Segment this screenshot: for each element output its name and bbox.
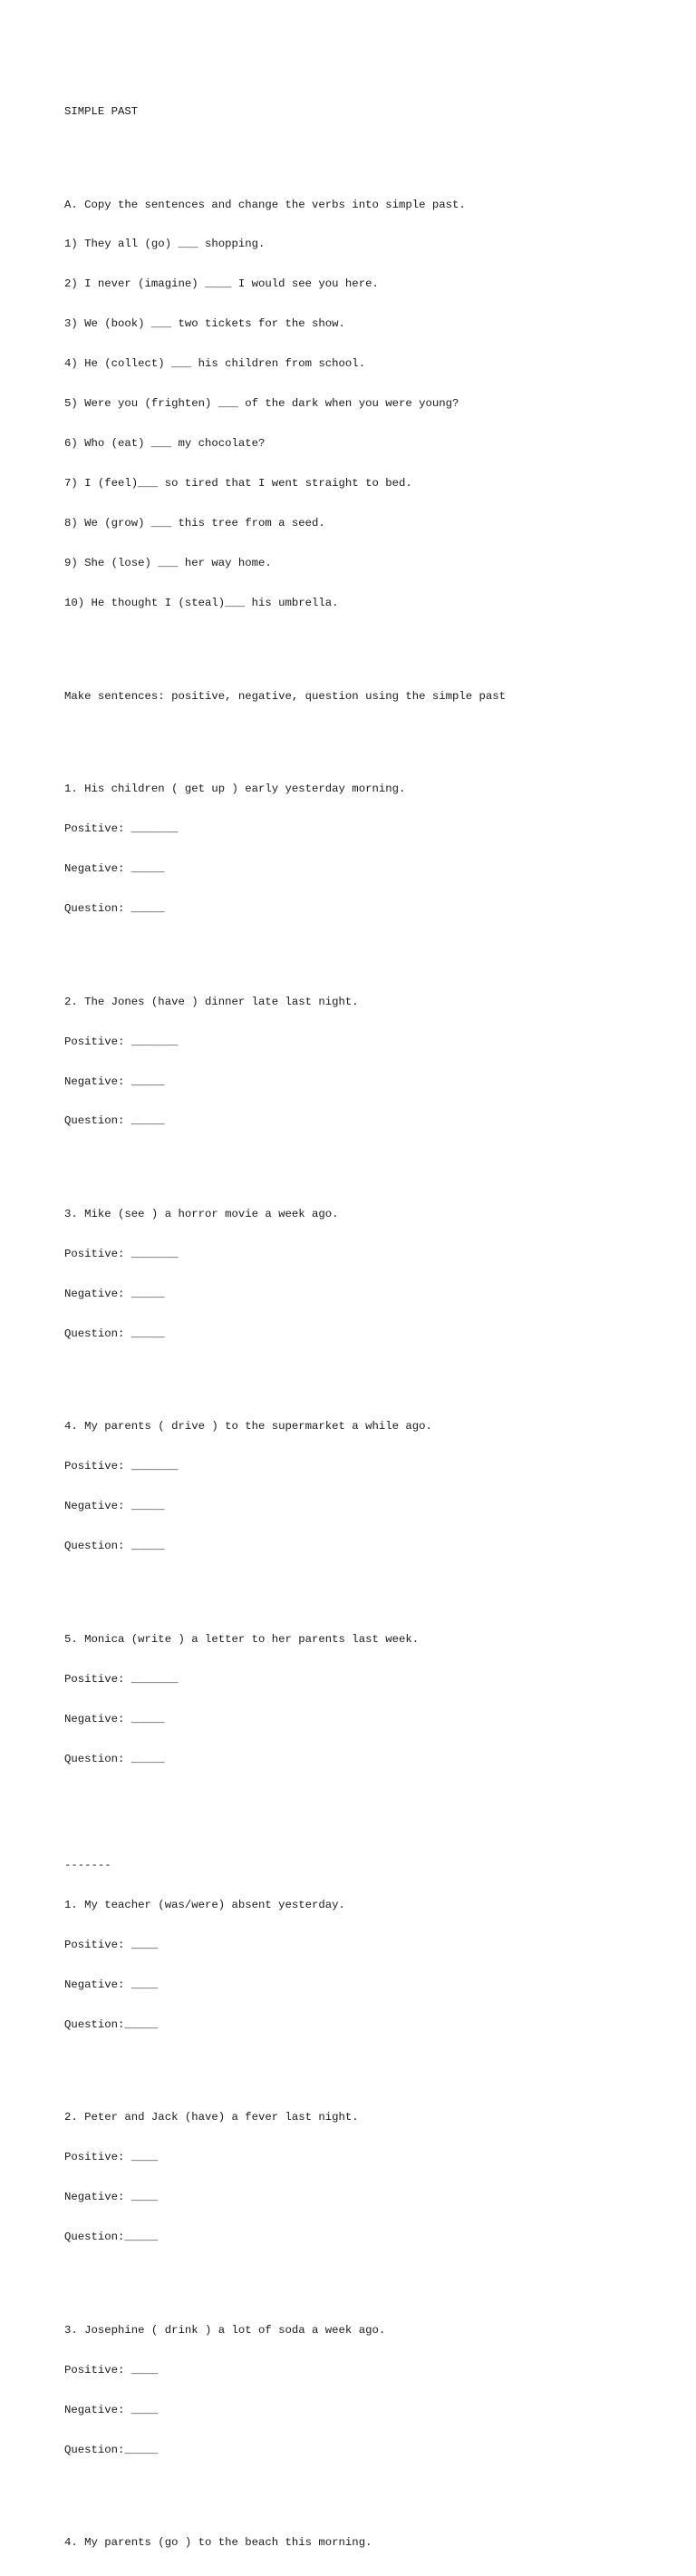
positive-line: Positive: ____ <box>64 2363 159 2377</box>
negative-line: Negative: _____ <box>64 862 165 876</box>
section-a-item: 6) Who (eat) ___ my chocolate? <box>64 437 266 451</box>
section-a-item: 10) He thought I (steal)___ his umbrella. <box>64 597 339 610</box>
positive-line: Positive: ____ <box>64 1938 159 1951</box>
worksheet-page <box>64 65 681 2576</box>
question-line: Question: _____ <box>64 1327 165 1340</box>
positive-line: Positive: _______ <box>64 1247 179 1260</box>
negative-line: Negative: ____ <box>64 2191 159 2204</box>
negative-line: Negative: _____ <box>64 1500 165 1513</box>
negative-line: Negative: _____ <box>64 1074 165 1088</box>
positive-line: Positive: ____ <box>64 2151 159 2164</box>
exercise-prompt: 1. My teacher (was/were) absent yesterday. <box>64 1898 345 1911</box>
question-line: Question:_____ <box>64 2443 159 2456</box>
section-separator: ------- <box>64 1858 111 1871</box>
exercise-prompt: 4. My parents (go ) to the beach this morning. <box>64 2536 372 2550</box>
question-line: Question:_____ <box>64 2017 159 2031</box>
positive-line: Positive: _______ <box>64 1035 179 1048</box>
section-a-item: 1) They all (go) ___ shopping. <box>64 238 266 251</box>
section-a-item: 4) He (collect) ___ his children from school. <box>64 357 366 371</box>
question-line: Question: _____ <box>64 1752 165 1765</box>
negative-line: Negative: _____ <box>64 1712 165 1725</box>
section-a-item: 7) I (feel)___ so tired that I went straight to bed. <box>64 477 412 491</box>
positive-line: Positive: _______ <box>64 1672 179 1686</box>
question-line: Question:_____ <box>64 2231 159 2244</box>
section-a-item: 3) We (book) ___ two tickets for the show. <box>64 317 345 331</box>
section-a-item: 9) She (lose) ___ her way home. <box>64 557 272 570</box>
negative-line: Negative: ____ <box>64 1978 159 1991</box>
exercise-prompt: 4. My parents ( drive ) to the supermarket a while ago. <box>64 1420 432 1434</box>
page-title: SIMPLE PAST <box>64 104 139 118</box>
exercise-prompt: 3. Mike (see ) a horror movie a week ago. <box>64 1208 339 1221</box>
section-a-item: 2) I never (imagine) ____ I would see you here. <box>64 277 379 291</box>
exercise-prompt: 1. His children ( get up ) early yesterday morning. <box>64 783 406 796</box>
section-a-item: 5) Were you (frighten) ___ of the dark when you were young? <box>64 397 459 411</box>
negative-line: Negative: _____ <box>64 1287 165 1300</box>
exercise-prompt: 5. Monica (write ) a letter to her parents last week. <box>64 1632 420 1646</box>
negative-line: Negative: ____ <box>64 2403 159 2416</box>
positive-line: Positive: _______ <box>64 1460 179 1473</box>
exercise-prompt: 2. Peter and Jack (have) a fever last night. <box>64 2111 359 2124</box>
section-b-instruction: Make sentences: positive, negative, question using the simple past <box>64 689 507 703</box>
question-line: Question: _____ <box>64 902 165 916</box>
question-line: Question: _____ <box>64 1540 165 1553</box>
positive-line: Positive: _______ <box>64 822 179 836</box>
section-a-instruction: A. Copy the sentences and change the verbs into simple past. <box>64 198 466 211</box>
exercise-prompt: 3. Josephine ( drink ) a lot of soda a week ago. <box>64 2323 386 2337</box>
section-a-item: 8) We (grow) ___ this tree from a seed. <box>64 517 325 530</box>
exercise-prompt: 2. The Jones (have ) dinner late last night. <box>64 995 359 1008</box>
question-line: Question: _____ <box>64 1114 165 1128</box>
